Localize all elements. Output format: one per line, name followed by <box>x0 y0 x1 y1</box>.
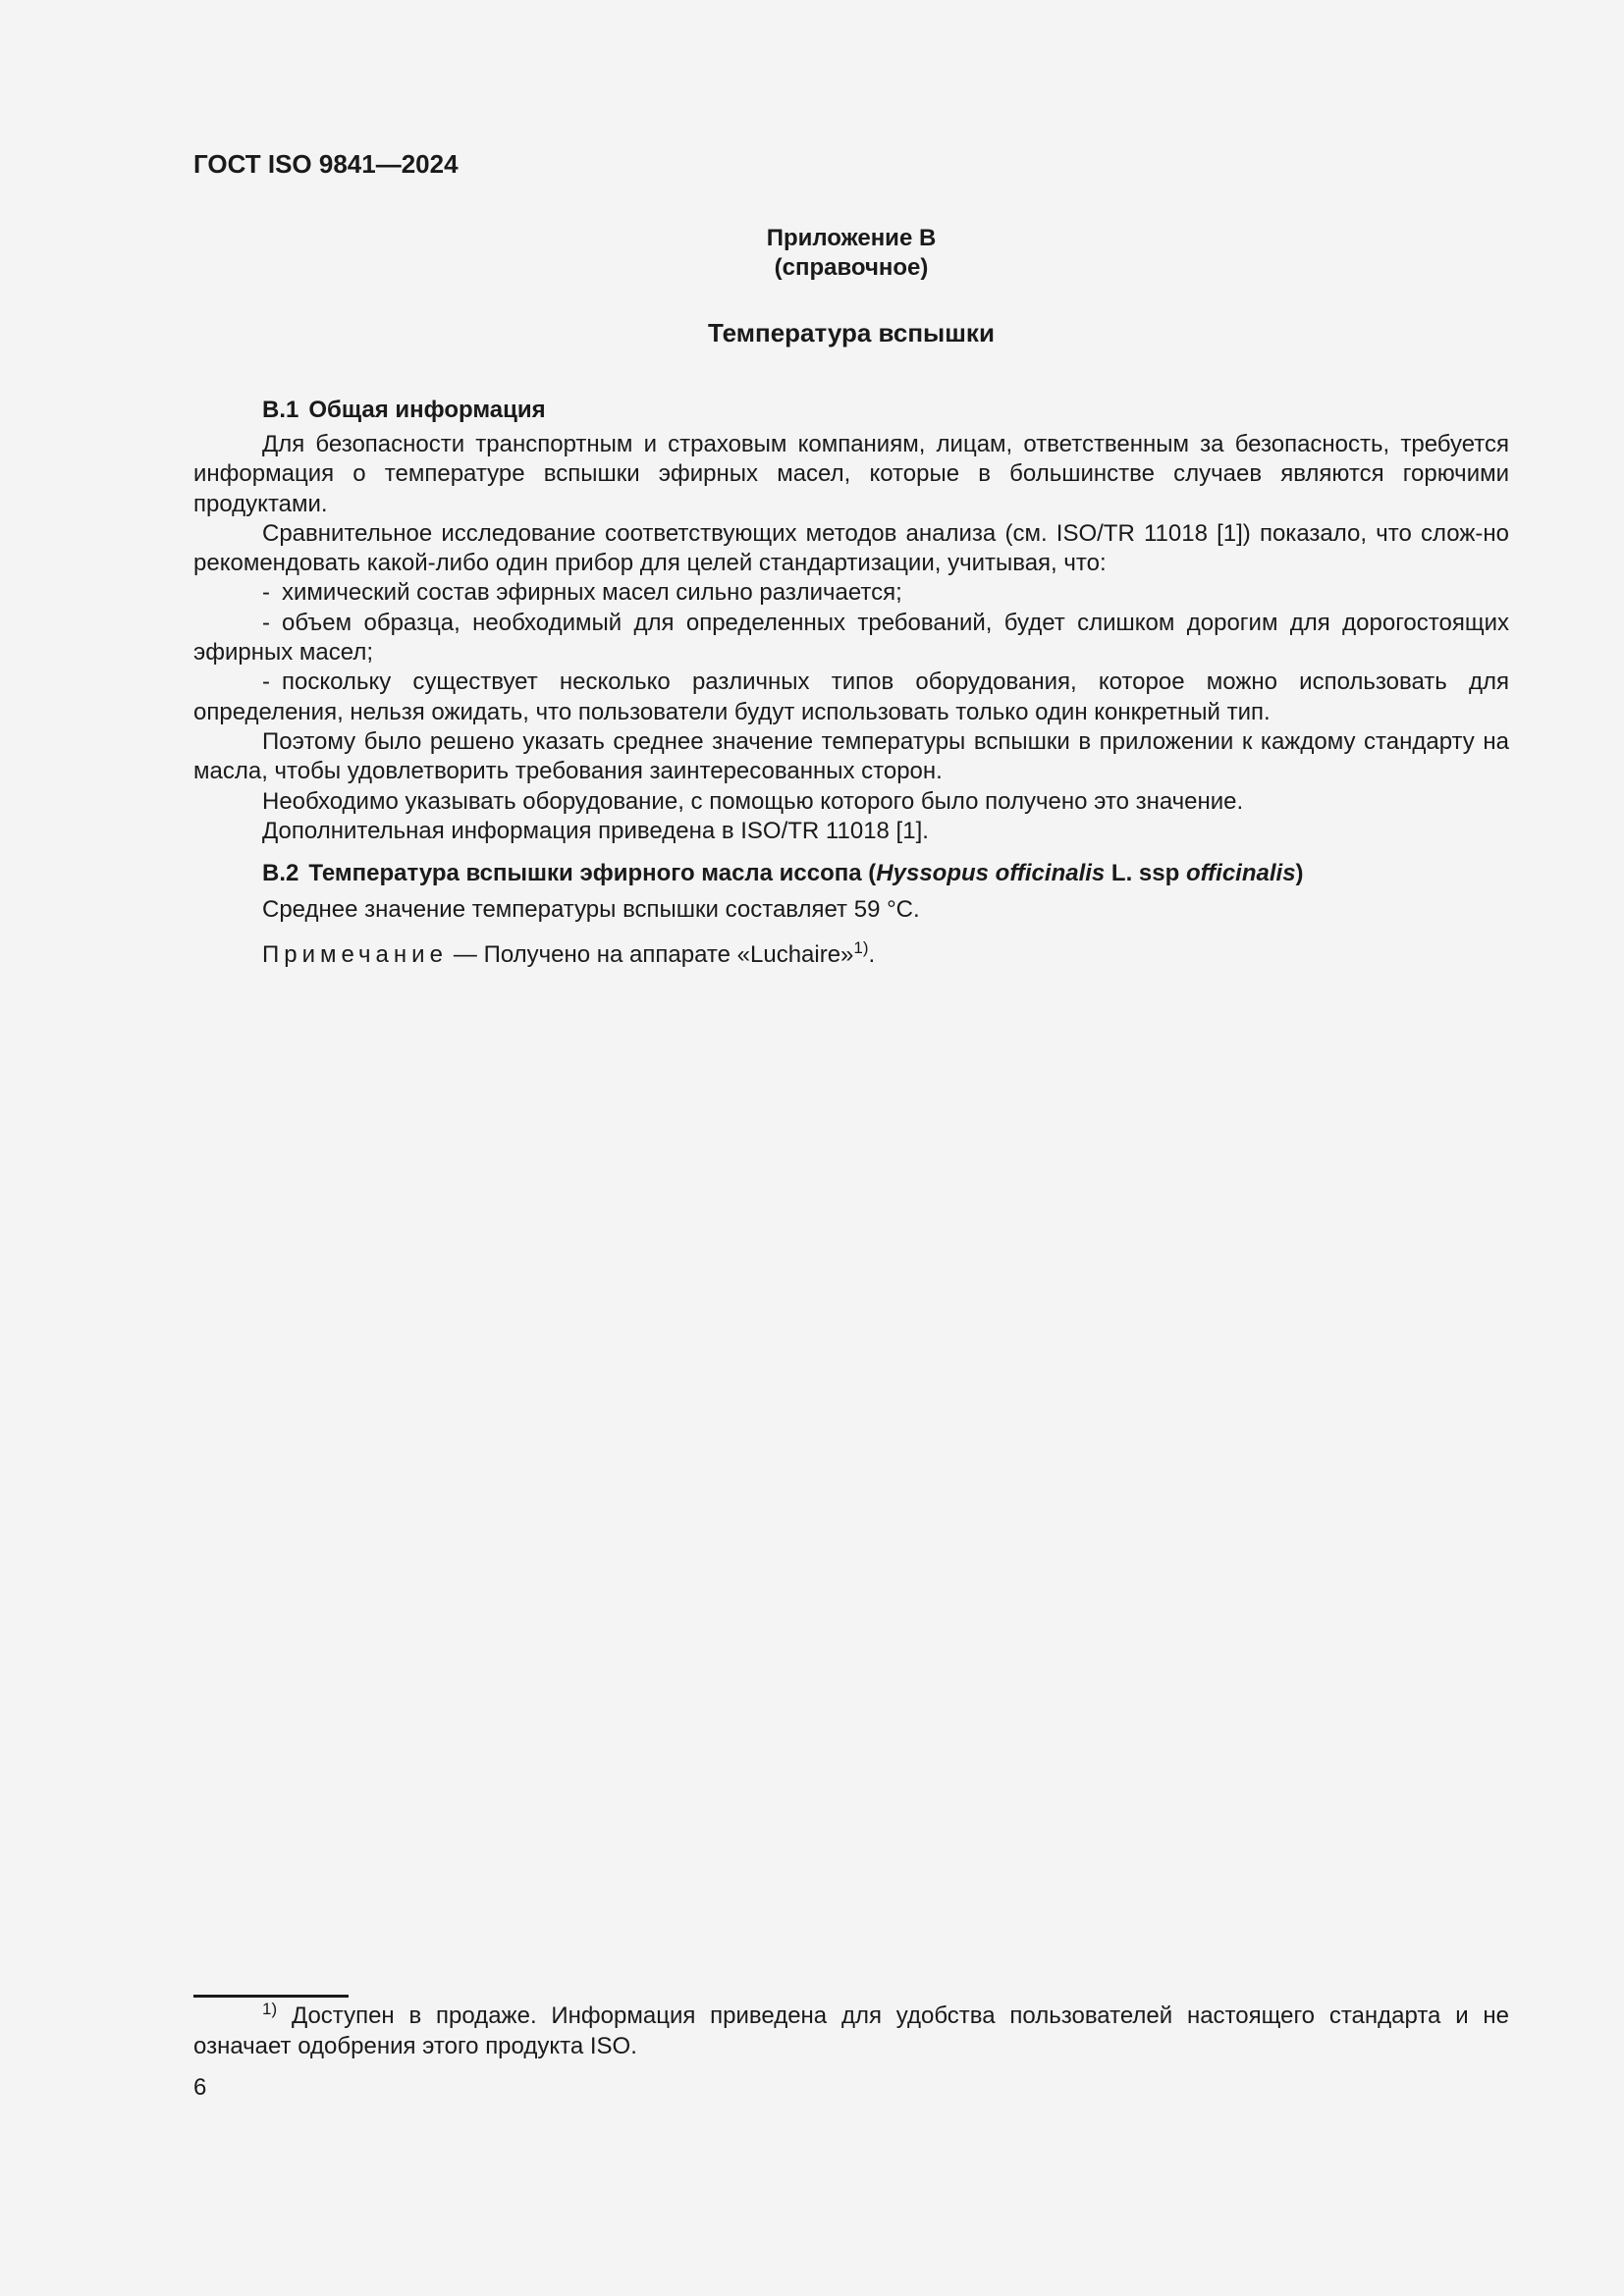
note-text: — Получено на аппарате «Luchaire» <box>453 941 854 969</box>
footnote-reference: 1) <box>853 938 869 958</box>
section-number: В.2 <box>262 860 299 887</box>
footnote-text: Доступен в продаже. Информация приведена для удобства пользователей настоящего стандарта и не означает одобрения этого продукта ISO. <box>193 2002 1510 2059</box>
list-item <box>193 578 1509 608</box>
list-item <box>193 667 1509 727</box>
section-title: Общая информация <box>308 397 546 423</box>
list-marker: - <box>262 668 270 696</box>
paragraph: Необходимо указывать оборудование, с помощью которого было получено это значение. <box>262 787 1244 815</box>
note <box>193 940 1509 970</box>
species-name: Hyssopus officinalis <box>876 860 1106 887</box>
list-item-text: поскольку существует несколько различных типов оборудования, которое можно использовать для определения, нельзя ожидать, что пользователи будут использовать только один конкретный тип. <box>193 668 1509 725</box>
flash-point-value: Среднее значение температуры вспышки составляет 59 °C. <box>262 896 920 924</box>
section-title-prefix: Температура вспышки эфирного масла иссопа ( <box>308 860 877 887</box>
section-heading-b1 <box>193 393 1509 428</box>
note-label: Примечание <box>262 941 448 969</box>
page-number: 6 <box>193 2074 207 2101</box>
subspecies-name: officinalis <box>1185 860 1296 887</box>
list-marker: - <box>262 579 270 607</box>
list-item <box>193 609 1509 668</box>
note-end: . <box>868 941 876 969</box>
list-marker: - <box>262 609 270 636</box>
section-title-suffix: ) <box>1295 860 1304 887</box>
annex-label: Приложение В <box>766 225 937 251</box>
footnote-marker: 1) <box>262 2000 278 2018</box>
document-header: ГОСТ ISO 9841—2024 <box>193 149 459 179</box>
paragraph: Дополнительная информация приведена в ISO/TR 11018 [1]. <box>262 817 929 844</box>
list-item-text: химический состав эфирных масел сильно различается; <box>282 579 902 607</box>
document-body <box>193 393 1509 970</box>
section-title-middle: L. ssp <box>1105 860 1186 887</box>
list-item-text: объем образца, необходимый для определенных требований, будет слишком дорогим для дорогостоящих эфирных масел; <box>193 609 1509 667</box>
paragraph: Сравнительное исследование соответствующих методов анализа (см. ISO/TR 11018 [1]) показало, что слож-но рекомендовать какой-либо один прибор для целей стандартизации, учитывая, что: <box>193 519 1509 577</box>
paragraph: Для безопасности транспортным и страховым компаниям, лицам, ответственным за безопасность, требуется информация о температуре вспышки эфирных масел, которые в большинстве случаев являются горючими продуктами. <box>193 431 1509 517</box>
footnote <box>193 2001 1509 2061</box>
section-heading-b2 <box>193 856 1509 891</box>
section-number: В.1 <box>262 397 299 423</box>
annex-title: Температура вспышки <box>708 318 995 347</box>
footnote-divider <box>193 1995 349 1998</box>
annex-label-block <box>193 224 1509 283</box>
annex-status: (справочное) <box>774 254 929 281</box>
paragraph: Поэтому было решено указать среднее значение температуры вспышки в приложении к каждому стандарту на масла, чтобы удовлетворить требования заинтересованных сторон. <box>193 727 1509 785</box>
